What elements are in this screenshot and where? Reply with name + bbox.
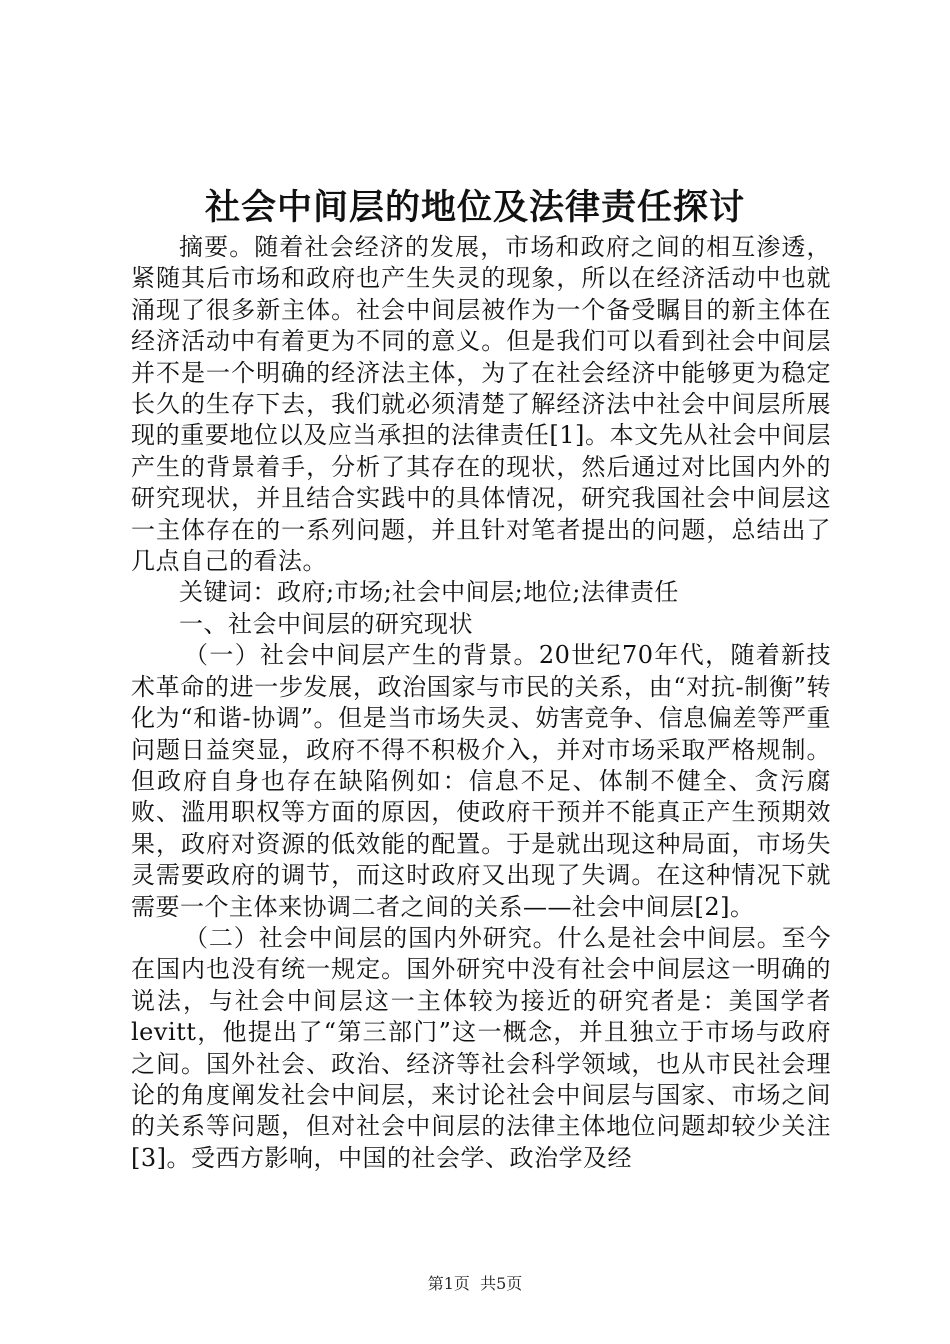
- document-body: [131, 232, 831, 1174]
- document-title: 社会中间层的地位及法律责任探讨: [204, 188, 745, 228]
- keywords-paragraph: 关键词：政府;市场;社会中间层;地位;法律责任: [179, 578, 679, 607]
- background-paragraph: （一）社会中间层产生的背景。20世纪70年代，随着新技术革命的进一步发展，政治国家与市民的关系，由“对抗-制衡”转化为“和谐-协调”。但是当市场失灵、妨害竞争、信息偏差等严重问题日益突显，政府不得不积极介入，并对市场采取严格规制。但政府自身也存在缺陷例如：信息不足、体制不健全、贪污腐败、滥用职权等方面的原因，使政府干预并不能真正产生预期效果，政府对资源的低效能的配置。于是就出现这种局面，市场失灵需要政府的调节，而这时政府又出现了失调。在这种情况下就需要一个主体来协调二者之间的关系——社会中间层[2]。: [131, 641, 831, 921]
- page-number-label: 第1页 共5页: [427, 1274, 523, 1293]
- abstract-paragraph: 摘要。随着社会经济的发展，市场和政府之间的相互渗透，紧随其后市场和政府也产生失灵的现象，所以在经济活动中也就涌现了很多新主体。社会中间层被作为一个备受瞩目的新主体在经济活动中有着更为不同的意义。但是我们可以看到社会中间层并不是一个明确的经济法主体，为了在社会经济中能够更为稳定长久的生存下去，我们就必须清楚了解经济法中社会中间层所展现的重要地位以及应当承担的法律责任[1]。本文先从社会中间层产生的背景着手，分析了其存在的现状，然后通过对比国内外的研究现状，并且结合实践中的具体情况，研究我国社会中间层这一主体存在的一系列问题，并且针对笔者提出的问题，总结出了几点自己的看法。: [131, 233, 831, 576]
- research-paragraph: （二）社会中间层的国内外研究。什么是社会中间层。至今在国内也没有统一规定。国外研究中没有社会中间层这一明确的说法，与社会中间层这一主体较为接近的研究者是：美国学者levitt，他提出了“第三部门”这一概念，并且独立于市场与政府之间。国外社会、政治、经济等社会科学领域，也从市民社会理论的角度阐发社会中间层，来讨论社会中间层与国家、市场之间的关系等问题，但对社会中间层的法律主体地位问题却较少关注[3]。受西方影响，中国的社会学、政治学及经: [131, 923, 831, 1172]
- page-footer: [0, 1274, 950, 1294]
- section-heading: 一、社会中间层的研究现状: [179, 609, 473, 638]
